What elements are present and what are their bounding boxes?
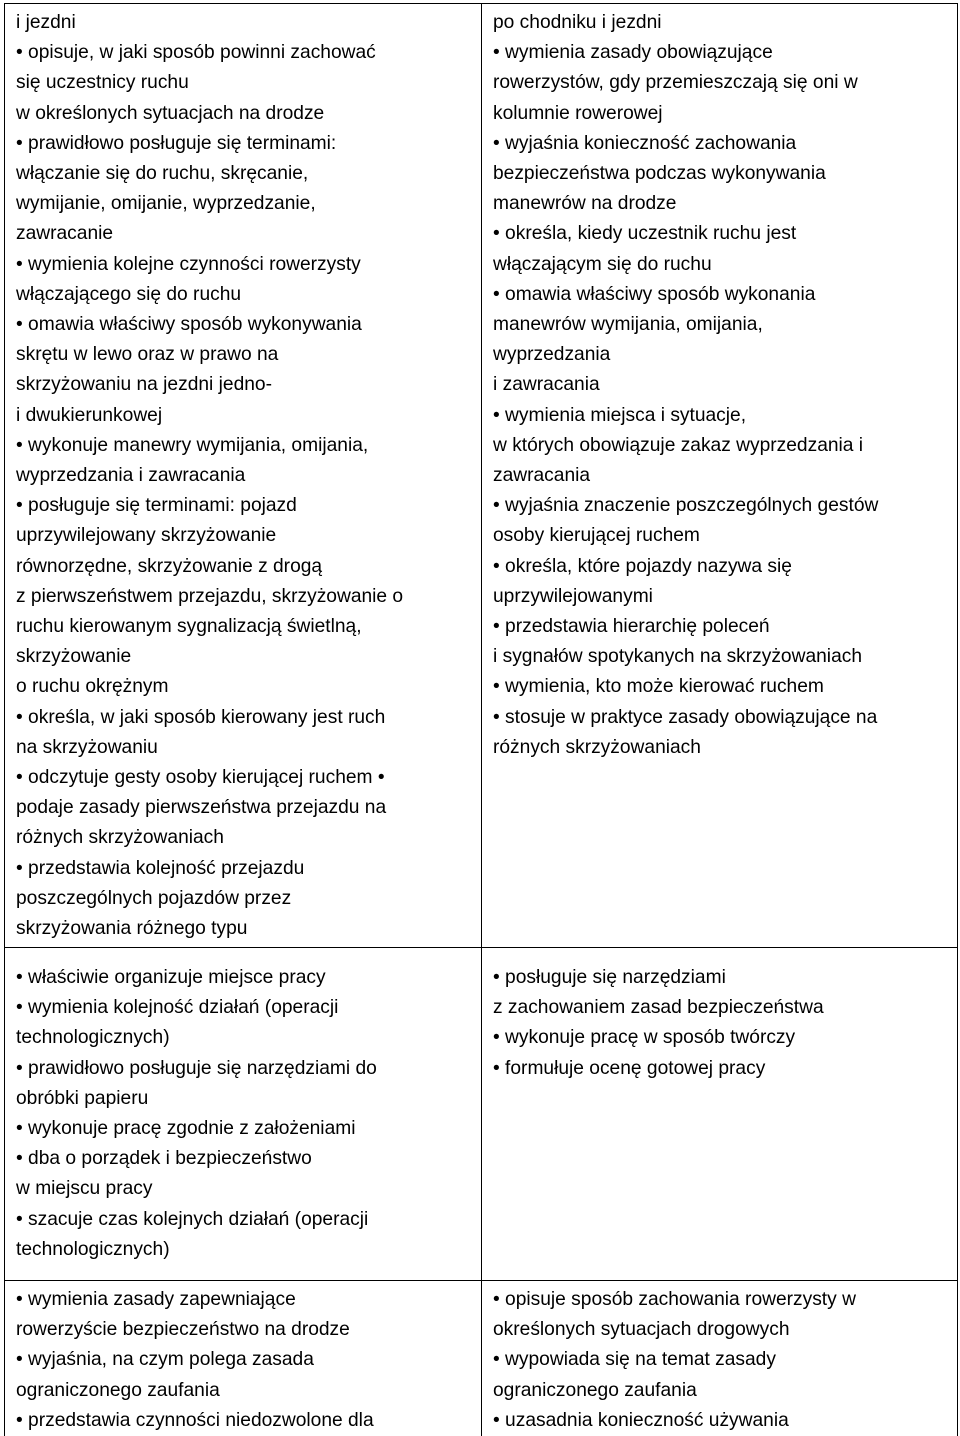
table-row [5, 1281, 958, 1436]
left-cell [5, 4, 482, 948]
cell-text: • wymienia zasady zapewniające rowerzyście bezpieczeństwo na drodze • wyjaśnia, na czym polega zasada ograniczonego zaufania • przedstawia czynności niedozwolone dla [16, 1289, 374, 1431]
right-cell [482, 4, 958, 948]
left-cell [5, 1281, 482, 1436]
right-cell [482, 1281, 958, 1436]
cell-text: • właściwie organizuje miejsce pracy • wymienia kolejność działań (operacji technologicznych) • prawidłowo posługuje się narzędziami do obróbki papieru • wykonuje pracę zgodnie z założeniami • dba o porządek i bezpieczeństwo w miejscu pracy • szacuje czas kolejnych działań (operacji technologicznych) [16, 967, 377, 1260]
cell-text: • posługuje się narzędziami z zachowaniem zasad bezpieczeństwa • wykonuje pracę w sposób twórczy • formułuje ocenę gotowej pracy [493, 967, 824, 1079]
cell-text: po chodniku i jezdni • wymienia zasady obowiązujące rowerzystów, gdy przemieszczają się oni w kolumnie rowerowej • wyjaśnia konieczność zachowania bezpieczeństwa podczas wykonywania manewrów na drodze • określa, kiedy uczestnik ruchu jest włączającym się do ruchu • omawia właściwy sposób wykonania manewrów wymijania, omijania, wyprzedzania i zawracania • wymienia miejsca i sytuacje, w których obowiązuje zakaz wyprzedzania i zawracania • wyjaśnia znaczenie poszczególnych gestów osoby kierującej ruchem • określa, które pojazdy nazywa się uprzywilejowanymi • przedstawia hierarchię poleceń i sygnałów spotykanych na skrzyżowaniach • wymienia, kto może kierować ruchem • stosuje w praktyce zasady obowiązujące na różnych skrzyżowaniach [493, 12, 879, 758]
cell-text: • opisuje sposób zachowania rowerzysty w określonych sytuacjach drogowych • wypowiada się na temat zasady ograniczonego zaufania • uzasadnia konieczność używania [493, 1289, 856, 1431]
right-cell [482, 948, 958, 1281]
cell-text: i jezdni • opisuje, w jaki sposób powinni zachować się uczestnicy ruchu w określonych sytuacjach na drodze • prawidłowo posługuje się terminami: włączanie się do ruchu, skręcanie, wymijanie, omijanie, wyprzedzanie, zawracanie • wymienia kolejne czynności rowerzysty włączającego się do ruchu • omawia właściwy sposób wykonywania skrętu w lewo oraz w prawo na skrzyżowaniu na jezdni jedno- i dwukierunkowej • wykonuje manewry wymijania, omijania, wyprzedzania i zawracania • posługuje się terminami: pojazd uprzywilejowany skrzyżowanie równorzędne, skrzyżowanie z drogą z pierwszeństwem przejazdu, skrzyżowanie o ruchu kierowanym sygnalizacją świetlną, skrzyżowanie o ruchu okrężnym • określa, w jaki sposób kierowany jest ruch na skrzyżowaniu • odczytuje gesty osoby kierującej ruchem • podaje zasady pierwszeństwa przejazdu na różnych skrzyżowaniach • przedstawia kolejność przejazdu poszczególnych pojazdów przez skrzyżowania różnego typu [16, 12, 404, 940]
table-row [5, 4, 958, 948]
table-row [5, 948, 958, 1281]
requirements-table [4, 3, 958, 1436]
left-cell [5, 948, 482, 1281]
